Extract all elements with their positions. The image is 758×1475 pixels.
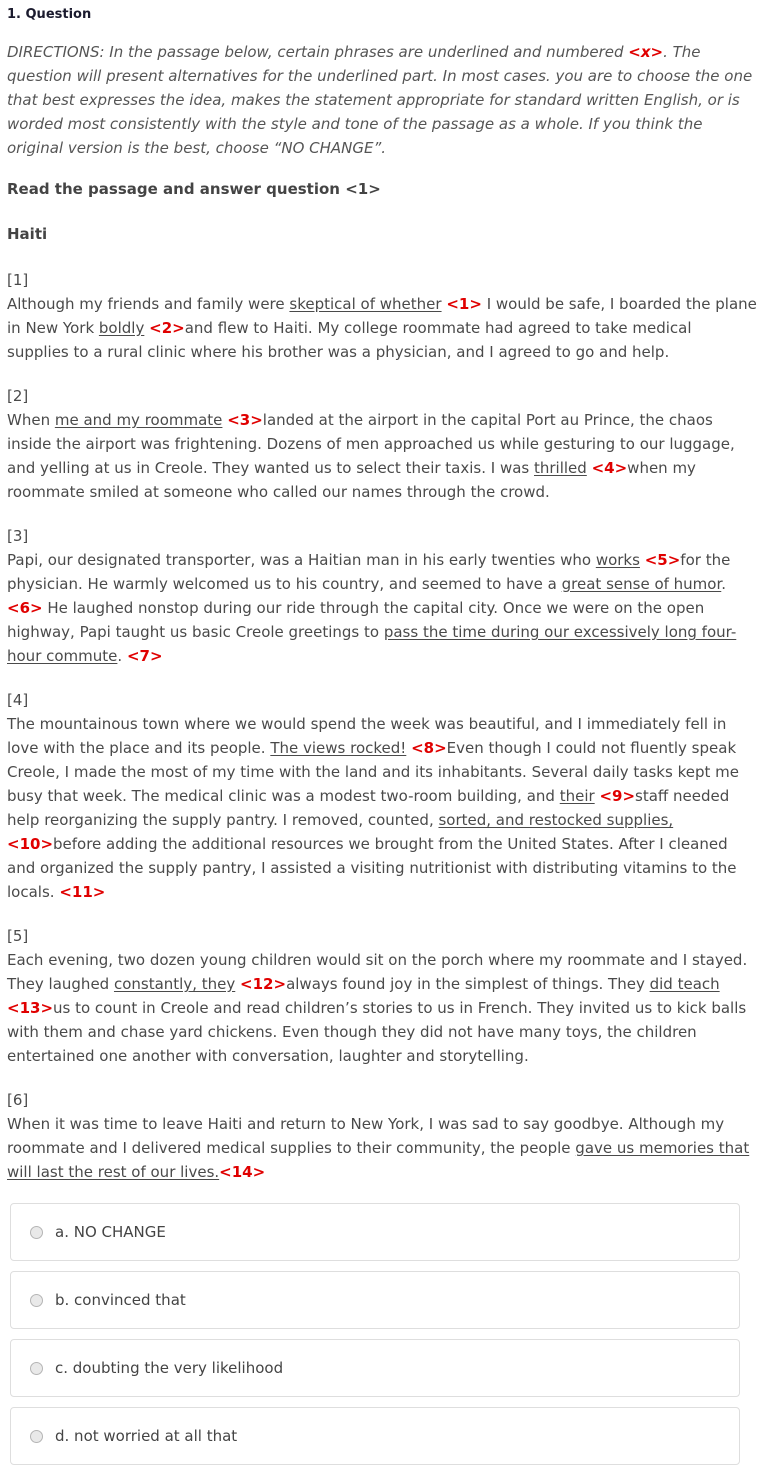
question-title: 1. Question: [7, 7, 92, 22]
passage-text: us to count in Creole and read children’s stories to us in French. They invited us to kick balls with them and chase yard chickens. Even though they did not have many toys, the children entertained one another with conversation, laughter and storytelling.: [7, 999, 747, 1065]
underlined-phrase: me and my roommate: [54, 411, 223, 429]
passage-text: before adding the additional resources we brought from the United States. After I cleaned and organized the supply pantry, I assisted a visiting nutritionist with distributing vitamins to the locals.: [7, 835, 737, 901]
radio-button[interactable]: [30, 1430, 43, 1443]
paragraph-6: [7, 1088, 757, 1184]
underlined-phrase: skeptical of whether: [289, 295, 442, 313]
paragraph-number: [4]: [7, 691, 29, 709]
option-c[interactable]: [10, 1339, 740, 1397]
paragraph-3: [7, 524, 757, 668]
question-marker: <9>: [599, 787, 636, 805]
passage-text: .: [117, 647, 127, 665]
question-marker: <10>: [7, 835, 54, 853]
option-b[interactable]: [10, 1271, 740, 1329]
passage-text: Although my friends and family were: [7, 295, 290, 313]
underlined-phrase: The views rocked!: [270, 739, 407, 757]
question-marker: <14>: [219, 1163, 266, 1181]
passage-text: Even though I could not fluently speak Creole, I made the most of my time with the land and its inhabitants. Several daily tasks kept me busy that week. The medical clinic was a modest two-room building, and: [7, 739, 739, 805]
read-instruction: Read the passage and answer question <1>: [7, 180, 381, 198]
question-marker: <1>: [446, 295, 482, 313]
question-marker: <7>: [126, 647, 163, 665]
question-marker: <6>: [7, 599, 43, 617]
underlined-phrase: pass the time during our excessively long four-hour commute: [7, 623, 737, 665]
passage-text: staff needed help reorganizing the supply pantry. I removed, counted,: [7, 787, 730, 829]
underlined-phrase: did teach: [649, 975, 720, 993]
question-marker: <13>: [7, 999, 54, 1017]
paragraph-number: [2]: [7, 387, 29, 405]
option-label: b. convinced that: [55, 1291, 186, 1309]
question-marker: <4>: [591, 459, 628, 477]
passage-text: Each evening, two dozen young children would sit on the porch where my roommate and I stayed. They laughed: [7, 951, 748, 993]
question-marker: <11>: [59, 883, 106, 901]
option-label: c. doubting the very likelihood: [55, 1359, 284, 1377]
paragraph-number: [5]: [7, 927, 29, 945]
passage-text: and flew to Haiti. My college roommate had agreed to take medical supplies to a rural clinic where his brother was a physician, and I agreed to go and help.: [7, 319, 692, 361]
passage-text: Papi, our designated transporter, was a Haitian man in his early twenties who: [7, 551, 596, 569]
passage-text: .: [721, 575, 727, 593]
option-label: d. not worried at all that: [55, 1427, 238, 1445]
passage-text: for the physician. He warmly welcomed us to his country, and seemed to have a: [7, 551, 731, 593]
question-marker: <3>: [227, 411, 263, 429]
underlined-phrase: boldly: [98, 319, 145, 337]
directions-part: . The question will present alternatives for the underlined part. In most cases. you are to choose the one that best expresses the idea, makes the statement appropriate for standard written English, or is worded most consistently with the style and tone of the passage as a whole. If you think the original version is the best, choose “NO CHANGE”.: [7, 43, 753, 157]
radio-button[interactable]: [30, 1226, 43, 1239]
paragraph-1: [7, 268, 757, 364]
paragraph-2: [7, 384, 757, 504]
underlined-phrase: their: [559, 787, 595, 805]
question-marker: <8>: [411, 739, 447, 757]
paragraph-number: [1]: [7, 271, 29, 289]
passage-text: always found joy in the simplest of things. They: [286, 975, 650, 993]
underlined-phrase: thrilled: [534, 459, 587, 477]
radio-button[interactable]: [30, 1362, 43, 1375]
passage-text: When it was time to leave Haiti and return to New York, I was sad to say goodbye. Although my roommate and I delivered medical supplies to their community, the people: [7, 1115, 725, 1157]
underlined-phrase: gave us memories that will last the rest of our lives.: [7, 1139, 750, 1181]
passage-text: I would be safe, I boarded the plane in New York: [7, 295, 757, 337]
passage-text: when my roommate smiled at someone who called our names through the crowd.: [7, 459, 696, 501]
underlined-phrase: works: [595, 551, 640, 569]
paragraph-5: [7, 924, 757, 1068]
directions-text: [7, 40, 755, 160]
passage-text: landed at the airport in the capital Port au Prince, the chaos inside the airport was frightening. Dozens of men approached us while gesturing to our luggage, and yelling at us in Creole. They wanted us to select their taxis. I was: [7, 411, 735, 477]
option-label: a. NO CHANGE: [55, 1223, 166, 1241]
passage-title: Haiti: [7, 225, 48, 243]
passage-text: When: [7, 411, 55, 429]
question-marker: <5>: [644, 551, 681, 569]
radio-button[interactable]: [30, 1294, 43, 1307]
underlined-phrase: sorted, and restocked supplies,: [438, 811, 674, 829]
underlined-phrase: great sense of humor: [561, 575, 722, 593]
directions-part: DIRECTIONS: In the passage below, certain phrases are underlined and numbered: [7, 43, 629, 61]
question-marker: <2>: [149, 319, 185, 337]
paragraph-number: [6]: [7, 1091, 29, 1109]
passage-text: He laughed nonstop during our ride through the capital city. Once we were on the open highway, Papi taught us basic Creole greetings to: [7, 599, 705, 641]
passage-text: The mountainous town where we would spend the week was beautiful, and I immediately fell in love with the place and its people.: [7, 715, 727, 757]
paragraph-number: [3]: [7, 527, 29, 545]
passage: [7, 268, 757, 1204]
option-d[interactable]: [10, 1407, 740, 1465]
option-a[interactable]: [10, 1203, 740, 1261]
underlined-phrase: constantly, they: [113, 975, 236, 993]
paragraph-4: [7, 688, 757, 904]
answer-options: [10, 1203, 740, 1475]
question-marker: <12>: [240, 975, 287, 993]
directions-marker: <x>: [628, 43, 664, 61]
